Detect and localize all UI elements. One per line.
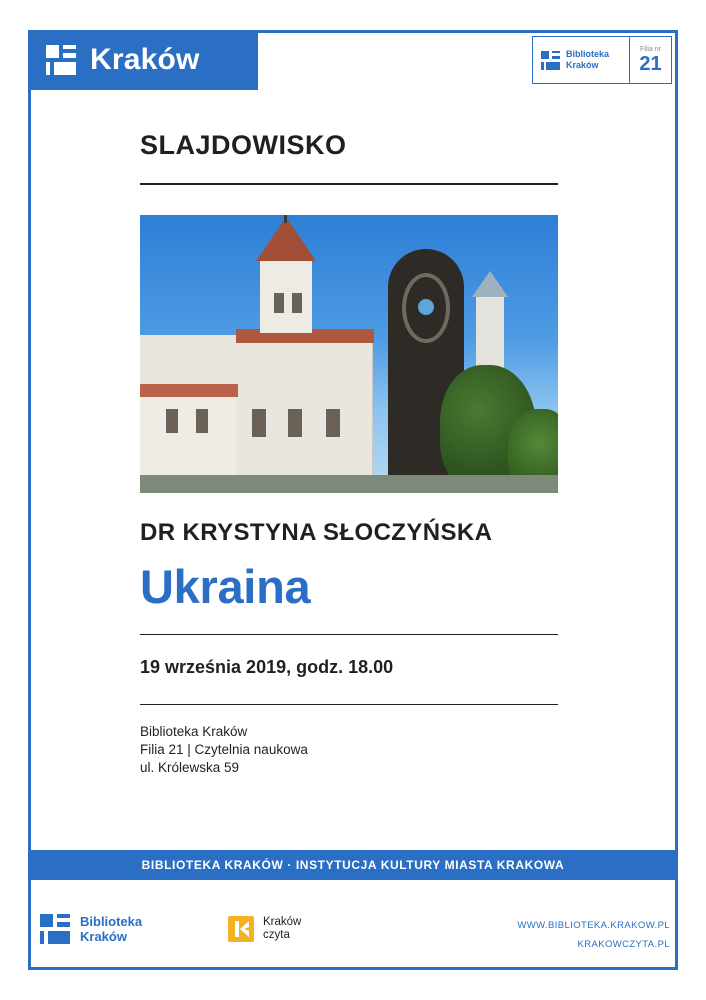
divider-middle <box>140 634 558 635</box>
footer-biblioteka-label <box>80 914 142 944</box>
photo-spire <box>284 215 287 223</box>
biblioteka-krakow-icon <box>40 914 70 944</box>
krakow-czyta-label <box>263 916 301 942</box>
divider-bottom <box>140 704 558 705</box>
divider-top <box>140 183 558 185</box>
event-photo <box>140 215 558 493</box>
biblioteka-krakow-label <box>566 49 609 71</box>
venue-line-1: Biblioteka Kraków <box>140 724 248 739</box>
czyta-line1: Kraków <box>263 916 302 928</box>
photo-window <box>292 293 302 313</box>
biblioteka-line2: Kraków <box>566 60 599 70</box>
photo-window <box>326 409 340 437</box>
footer-institution-bar: BIBLIOTEKA KRAKÓW · INSTYTUCJA KULTURY MIASTA KRAKOWA <box>28 850 678 880</box>
footer-link-krakowczyta[interactable]: KRAKOWCZYTA.PL <box>577 939 670 950</box>
krakow-logo-label: Kraków <box>90 43 200 76</box>
venue-line-3: ul. Królewska 59 <box>140 760 240 775</box>
footer-link-biblioteka[interactable]: WWW.BIBLIOTEKA.KRAKOW.PL <box>517 920 670 931</box>
biblioteka-line1: Biblioteka <box>566 49 610 59</box>
footer-biblioteka-line2: Kraków <box>80 929 127 944</box>
footer-krakow-czyta-logo <box>228 916 301 942</box>
branch-label: Filia nr <box>639 45 661 53</box>
photo-monument-aperture <box>418 299 434 315</box>
venue-block <box>140 723 558 777</box>
venue-line-2: Filia 21 | Czytelnia naukowa <box>140 742 308 757</box>
krakow-logo-bar <box>28 30 258 90</box>
photo-window <box>166 409 178 433</box>
photo-church-tower-roof <box>256 217 316 261</box>
poster-content <box>140 130 558 777</box>
footer-biblioteka-line1: Biblioteka <box>80 914 143 929</box>
photo-window <box>196 409 208 433</box>
footer-biblioteka-logo <box>40 914 142 944</box>
krakow-czyta-icon <box>228 916 254 942</box>
photo-window <box>252 409 266 437</box>
event-date: 19 września 2019, godz. 18.00 <box>140 657 394 677</box>
photo-roof-left <box>140 384 238 397</box>
photo-church-tower <box>260 257 312 333</box>
event-kicker: SLAJDOWISKO <box>140 130 347 160</box>
photo-far-tower-roof <box>472 271 508 297</box>
biblioteka-krakow-icon <box>541 51 560 70</box>
footer-logos <box>40 906 670 972</box>
library-branch-badge <box>532 36 672 84</box>
speaker-name: DR KRYSTYNA SŁOCZYŃSKA <box>140 519 493 546</box>
photo-window <box>274 293 284 313</box>
branch-number-box <box>630 36 672 84</box>
photo-ground <box>140 475 558 493</box>
footer-links <box>517 916 670 954</box>
czyta-line2: czyta <box>263 929 290 941</box>
biblioteka-krakow-box <box>532 36 630 84</box>
krakow-city-icon <box>46 45 76 75</box>
branch-number: 21 <box>639 52 662 75</box>
photo-window <box>288 409 302 437</box>
event-title: Ukraina <box>140 560 311 613</box>
